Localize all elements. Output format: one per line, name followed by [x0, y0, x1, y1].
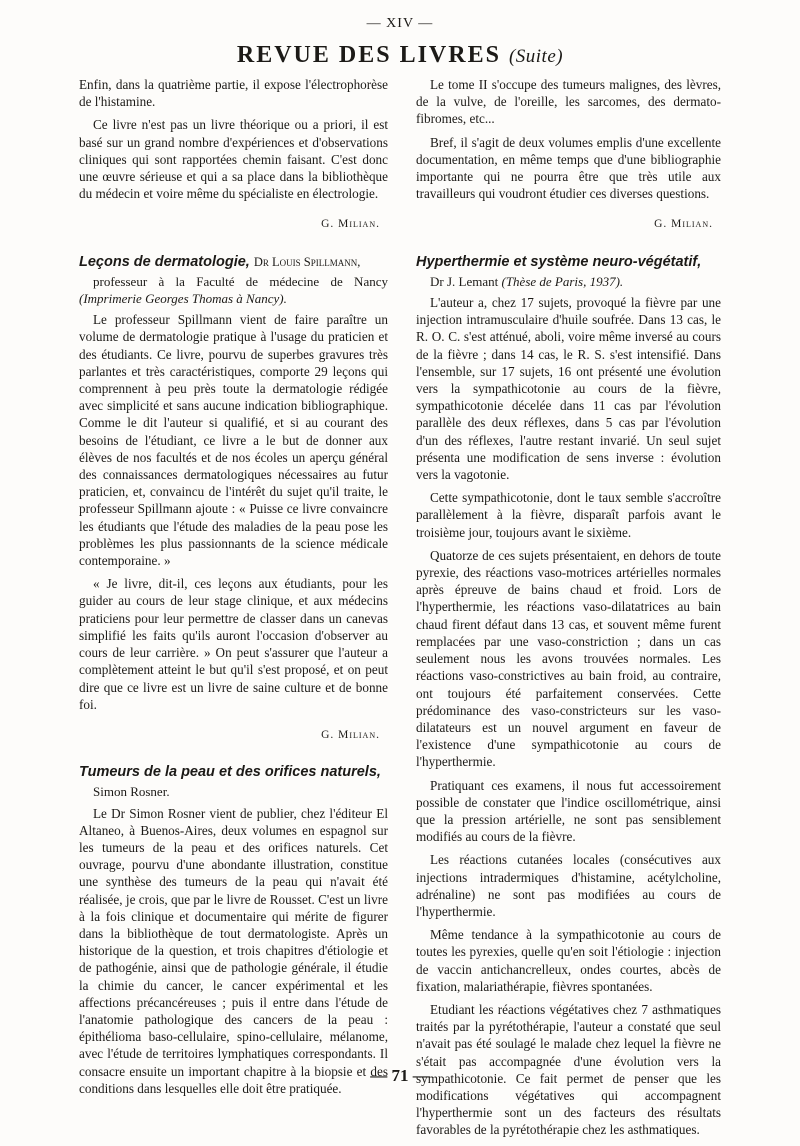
- intro-signature: G. Milian.: [321, 218, 380, 231]
- review3-signature: G. Milian.: [654, 218, 713, 231]
- review3-continued-1: Le tome II s'occupe des tumeurs malignes, des lèvres, de la vulve, de l'oreille, les sarcomes, des dermato-fibromes, etc...: [416, 77, 721, 127]
- review4-paragraph-5: Les réactions cutanées locales (consécutives aux injections intradermiques d'histamine, acétylcholine, adrénaline) ne sont pas modifiées au cours de l'hyperthermie.: [416, 852, 721, 919]
- review4-paragraph-2: Cette sympathicotonie, dont le taux semble s'accroître parallèlement à la fièvre, disparaît parfois avant le troisième jour, toujours avant le sixième.: [416, 490, 721, 540]
- review2-title: Leçons de dermatologie,: [79, 253, 250, 270]
- right-column: [416, 76, 721, 1145]
- review4-paragraph-4: Pratiquant ces examens, il nous fut accessoirement possible de constater que l'indice oscillométrique, ainsi que la pression artérielle, ne sont pas sensiblement modifiés au cours de la fièvre.: [416, 777, 721, 845]
- review4-meta: [416, 273, 721, 290]
- roman-page-number: — XIV —: [366, 16, 434, 31]
- review2-publisher: (Imprimerie Georges Thomas à Nancy).: [79, 291, 287, 307]
- title-suite: (Suite): [508, 46, 564, 67]
- review2-paragraph-2: « Je livre, dit-il, ces leçons aux étudiants, pour les guider au cours de leur stage clinique, et aux médecins praticiens pour leur permettre de classer dans un canevas simplifié les faits qu'ils auront l'occasion d'observer au cours de leur carrière. » On peut s'assurer que l'auteur a complètement atteint le but qu'il s'est proposé, et on peut dire que ce livre est un livre de saine culture et de bonne foi.: [79, 576, 388, 712]
- review4-thesis: (Thèse de Paris, 1937).: [501, 273, 624, 289]
- review3-author: Simon Rosner.: [93, 784, 170, 800]
- review2-meta: [79, 273, 388, 307]
- review4-paragraph-7: Etudiant les réactions végétatives chez 7 asthmatiques traités par la pyrétothérapie, l'auteur a constaté que seul n'avait pas été soulagé le malade chez lequel la fièvre ne s'était pas accompagnée d'une évolution vers la sympathicotonie. Ce fait permet de penser que les modifications végétatives qui accompagnent l'hyperthermie sont un des facteurs des résultats favorables de la pyrétothérapie chez les asthmatiques.: [416, 1001, 721, 1138]
- intro-paragraph-1: Enfin, dans la quatrième partie, il expose l'électrophorèse de l'histamine.: [79, 77, 388, 110]
- page-title: [0, 42, 800, 69]
- title-text: REVUE DES LIVRES: [236, 42, 501, 68]
- review3-heading: [79, 764, 388, 781]
- review4-paragraph-3: Quatorze de ces sujets présentaient, en dehors de toute pyrexie, des réactions vaso-motrices artérielles normales après épreuve de bains chaud et froid. Lors de l'hyperthermie, les réactions vaso-dilatatrices au bain chaud firent défaut dans 13 cas, et souvent même furent remplacées par une vaso-constriction ; dans un cas seulement nous les avons trouvées normales. Les réactions vaso-constrictives au bain froid, au contraire, ont toujours été parfaitement conservées. Cette prédominance des vaso-constricteurs sur les vaso-dilatateurs est un nouvel argument en faveur de l'existence d'une sympathicotonie au cours de l'hyperthermie.: [416, 547, 721, 770]
- review3-meta: [79, 783, 388, 800]
- review4-heading: [416, 254, 721, 271]
- review2-affiliation: professeur à la Faculté de médecine de Nancy: [93, 273, 388, 289]
- page-number: — 71 —: [370, 1066, 430, 1085]
- review3-paragraph-1: Le Dr Simon Rosner vient de publier, chez l'éditeur El Altaneo, à Buenos-Aires, deux volumes en espagnol sur les tumeurs de la peau et des orifices naturels. Cet ouvrage, pourvu d'une abondante illustration, constitue une synthèse des tumeurs de la peau qui n'avait été réalisée, je crois, que par le livre de Rousset. C'est un livre à la fois clinique et documentaire qui mérite de figurer dans la bibliothèque de tout dermatologiste. Après un historique de la question, et trois chapitres d'étiologie et de pathogénie, ainsi que de pathologie générale, il étudie la chimie du cancer, le cancer expérimental et les affections précancéreuses ; puis il entre dans l'étude de l'anatomie pathologique des cancers de la peau : épithélioma baso-cellulaire, spino-cellulaire, mélanome, avec l'étude de territoires lymphatiques correspondants. Il consacre ensuite un important chapitre à la biopsie et des conditions dans lesquelles elle doit être pratiquée.: [79, 805, 388, 1096]
- left-column: [79, 76, 388, 1103]
- review2-author: Dr Louis Spillmann,: [253, 254, 361, 269]
- review3-title: Tumeurs de la peau et des orifices naturels,: [79, 764, 381, 781]
- review4-paragraph-6: Même tendance à la sympathicotonie au cours de toutes les pyrexies, quelle qu'en soit l'étiologie : injection de vaccin antichancrelleux, ondes courtes, abcès de fixation, malariathérapie, fièvres spontanées.: [416, 927, 721, 994]
- intro-paragraph-2: Ce livre n'est pas un livre théorique ou a priori, il est basé sur un grand nombre d'expériences et d'observations cliniques qui sont rapportées chemin faisant. C'est donc une œuvre sérieuse et qui a sa place dans la bibliothèque du médecin et voire même du spécialiste en électrologie.: [79, 117, 388, 202]
- review3-continued-2: Bref, il s'agit de deux volumes emplis d'une excellente documentation, en même temps que d'une bibliographie importante qui ne pourra être que très utile aux travailleurs qui voudront étudier ces diverses questions.: [416, 134, 721, 202]
- review2-signature: G. Milian.: [321, 728, 380, 741]
- review2-heading: [79, 254, 388, 271]
- review4-author: Dr J. Lemant: [430, 273, 499, 289]
- review4-title: Hyperthermie et système neuro-végétatif,: [416, 253, 702, 270]
- review2-paragraph-1: Le professeur Spillmann vient de faire paraître un volume de dermatologie pratique à l'usage du praticien et des étudiants. Ce livre, pourvu de superbes gravures très parlantes et très caractéristiques, comporte 29 leçons qui comprennent à peu près toute la dermatologie rédigée avec simplicité et sans aucune indication bibliographique. Comme le dit l'auteur si qualifié, et si au courant des besoins de l'étudiant, ce livre a le but de donner aux élèves de nos facultés et de nos écoles un aperçu général des connaissances dermatologiques nécessaires au futur praticien, et, convaincu de l'intérêt du sujet qu'il traite, le professeur Spillmann ajoute : « Puisse ce livre convaincre les étudiants que l'étude des maladies de la peau pose les problèmes les plus passionnants de la science médicale contemporaine. »: [79, 312, 388, 569]
- review4-paragraph-1: L'auteur a, chez 17 sujets, provoqué la fièvre par une injection intramusculaire d'huile soufrée. Dans 13 cas, le R. O. C. s'est atténué, aboli, voire même inversé au cours de la fièvre ; dans 14 cas, le R. S. s'est intensifié. Dans l'ensemble, sur 17 sujets, 16 ont présenté une évolution vers la sympathicotonie au cours de la fièvre, sympathicotonie décelée dans 11 cas par l'évolution parallèle des deux réflexes, dans 5 cas par l'évolution d'un des réflexes, l'autre restant invarié. Un seul sujet présenta une modification de sens inverse : évolution vers la vagotonie.: [416, 295, 721, 483]
